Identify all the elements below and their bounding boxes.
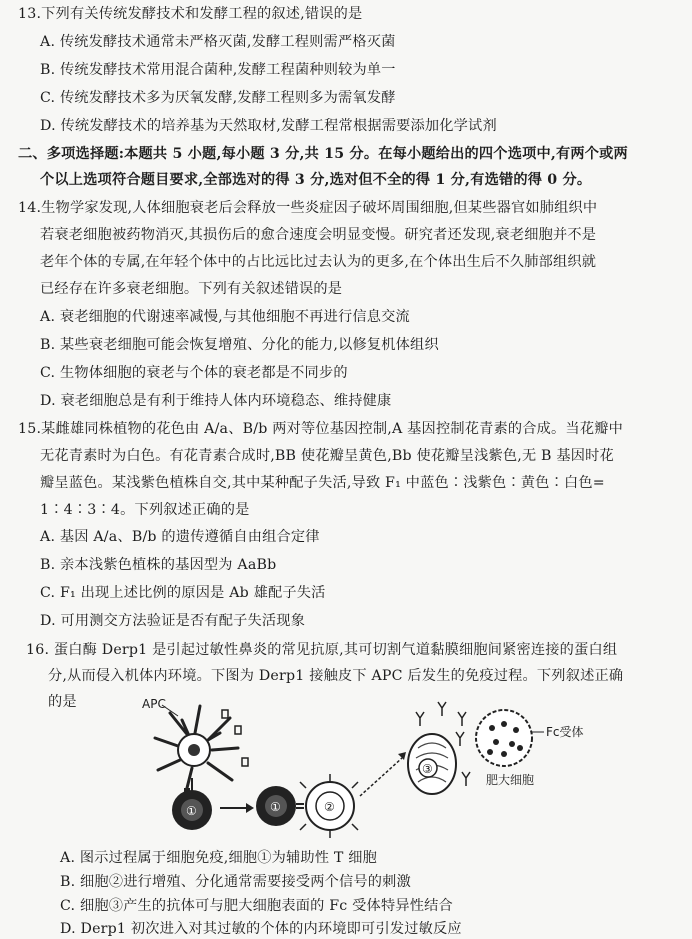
q16-option-d: D. Derp1 初次进入对其过敏的个体的内环境即可引发过敏反应 <box>60 921 462 937</box>
q16-option-c: C. 细胞③产生的抗体可与肥大细胞表面的 Fc 受体特异性结合 <box>60 898 453 914</box>
q16-stem-line1: 16. 蛋白酶 Derp1 是引起过敏性鼻炎的常见抗原,其可切割气道黏膜细胞间紧密连接的蛋白组 <box>26 642 618 658</box>
q15-option-a: A. 基因 A/a、B/b 的遗传遵循自由组合定律 <box>40 529 320 545</box>
cell-1-label: ① <box>186 804 197 818</box>
q16-stem-line3: 的是 <box>48 694 77 710</box>
cell-1-bound-label: ① <box>270 800 281 814</box>
cell-2-label: ② <box>324 800 335 814</box>
cell-3-label: ③ <box>422 762 433 776</box>
mast-cell <box>476 710 532 766</box>
q16-option-b: B. 细胞②进行增殖、分化通常需要接受两个信号的刺激 <box>60 874 411 890</box>
q14-stem-line2: 若衰老细胞被药物消灭,其损伤后的愈合速度会明显变慢。研究者还发现,衰老细胞并不是 <box>40 227 597 243</box>
q13-option-d: D. 传统发酵技术的培养基为天然取材,发酵工程常根据需要添加化学试剂 <box>40 118 497 134</box>
q13-option-c: C. 传统发酵技术多为厌氧发酵,发酵工程则多为需氧发酵 <box>40 90 396 106</box>
q13-option-a: A. 传统发酵技术通常未严格灭菌,发酵工程则需严格灭菌 <box>40 34 396 50</box>
q15-stem-line1: 15.某雌雄同株植物的花色由 A/a、B/b 两对等位基因控制,A 基因控制花青素的合成。当花瓣中 <box>18 421 623 437</box>
q16-option-a: A. 图示过程属于细胞免疫,细胞①为辅助性 T 细胞 <box>60 850 378 866</box>
q16-stem-line2: 分,从而侵入机体内环境。下图为 Derp1 接触皮下 APC 后发生的免疫过程。下列叙述正确 <box>48 668 624 684</box>
arrow-2 <box>360 758 402 796</box>
q15-option-b: B. 亲本浅紫色植株的基因型为 AaBb <box>40 557 277 573</box>
mast-cell-label: 肥大细胞 <box>486 773 535 787</box>
q15-stem-line4: 1∶4∶3∶4。下列叙述正确的是 <box>40 502 250 518</box>
q15-option-d: D. 可用测交方法验证是否有配子失活现象 <box>40 613 306 629</box>
q13-option-b: B. 传统发酵技术常用混合菌种,发酵工程菌种则较为单一 <box>40 62 396 78</box>
q14-stem-line4: 已经存在许多衰老细胞。下列有关叙述错误的是 <box>40 281 343 297</box>
immune-process-diagram <box>120 688 600 848</box>
apc-label: APC <box>142 697 166 711</box>
q15-stem-line2: 无花青素时为白色。有花青素合成时,BB 使花瓣呈黄色,Bb 使花瓣呈浅紫色,无 B 基因时花 <box>40 448 614 464</box>
apc-dendritic-cell <box>155 706 248 796</box>
q15-stem-line3: 瓣呈蓝色。某浅紫色植株自交,其中某种配子失活,导致 F₁ 中蓝色∶浅紫色∶黄色∶白色= <box>40 475 605 491</box>
q14-option-c: C. 生物体细胞的衰老与个体的衰老都是不同步的 <box>40 365 348 381</box>
q13-stem: 13.下列有关传统发酵技术和发酵工程的叙述,错误的是 <box>18 6 363 22</box>
section2-instructions-line2: 个以上选项符合题目要求,全部选对的得 3 分,选对但不全的得 1 分,有选错的得 0 分。 <box>40 172 592 188</box>
q15-option-c: C. F₁ 出现上述比例的原因是 Ab 雄配子失活 <box>40 585 326 601</box>
q14-option-a: A. 衰老细胞的代谢速率减慢,与其他细胞不再进行信息交流 <box>40 309 410 325</box>
section2-instructions-line1: 二、多项选择题:本题共 5 小题,每小题 3 分,共 15 分。在每小题给出的四个选项中,有两个或两 <box>18 146 628 162</box>
fc-receptor-label: Fc受体 <box>546 725 584 739</box>
q14-stem-line3: 老年个体的专属,在年轻个体中的占比远比过去认为的更多,在个体出生后不久肺部组织就 <box>40 254 597 270</box>
q14-option-b: B. 某些衰老细胞可能会恢复增殖、分化的能力,以修复机体组织 <box>40 337 439 353</box>
q14-option-d: D. 衰老细胞总是有利于维持人体内环境稳态、维持健康 <box>40 393 392 409</box>
q14-stem-line1: 14.生物学家发现,人体细胞衰老后会释放一些炎症因子破坏周围细胞,但某些器官如肺组织中 <box>18 200 598 216</box>
